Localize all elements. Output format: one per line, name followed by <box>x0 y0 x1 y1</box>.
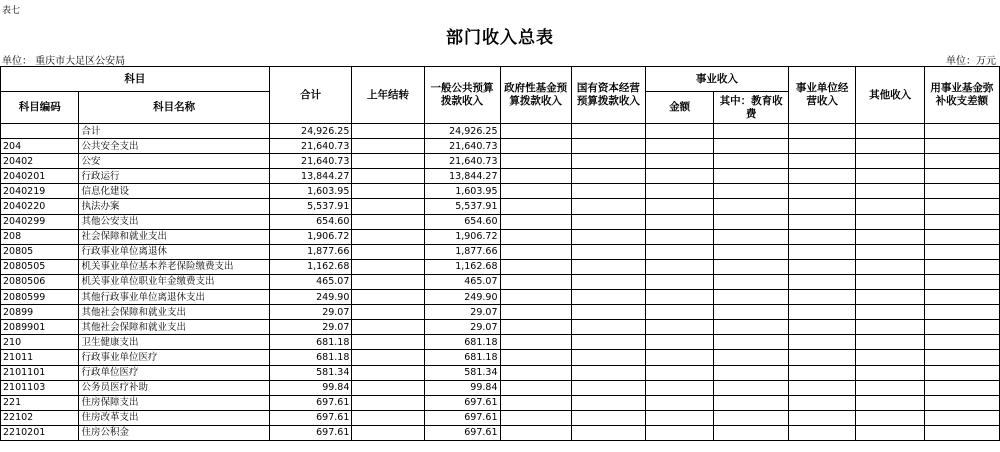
subject-code-cell: 208 <box>1 229 79 244</box>
other-income-cell <box>856 139 924 154</box>
gov-fund-cell <box>500 124 571 139</box>
table-row <box>1 154 1000 169</box>
business-amount-cell <box>645 139 713 154</box>
other-income-cell <box>856 199 924 214</box>
state-capital-cell <box>571 259 645 274</box>
carryover-cell <box>352 350 424 365</box>
business-unit-income-cell <box>788 380 855 395</box>
education-fee-cell <box>714 229 789 244</box>
carryover-cell <box>352 229 424 244</box>
general-budget-cell: 697.61 <box>424 410 500 425</box>
education-fee-cell <box>714 380 789 395</box>
fund-makeup-cell <box>924 169 999 184</box>
subject-code-cell: 2040219 <box>1 184 79 199</box>
business-amount-cell <box>645 290 713 305</box>
gov-fund-cell <box>500 305 571 320</box>
business-unit-income-cell <box>788 259 855 274</box>
business-amount-cell <box>645 229 713 244</box>
total-cell: 465.07 <box>269 274 352 289</box>
education-fee-cell <box>714 305 789 320</box>
fund-makeup-cell <box>924 335 999 350</box>
education-fee-cell <box>714 244 789 259</box>
other-income-cell <box>856 154 924 169</box>
business-amount-cell <box>645 169 713 184</box>
total-cell: 1,906.72 <box>269 229 352 244</box>
business-unit-income-cell <box>788 244 855 259</box>
business-unit-income-cell <box>788 169 855 184</box>
fund-makeup-cell <box>924 244 999 259</box>
business-amount-cell <box>645 259 713 274</box>
education-fee-cell <box>714 365 789 380</box>
table-row <box>1 395 1000 410</box>
total-cell: 1,877.66 <box>269 244 352 259</box>
subject-name-cell: 信息化建设 <box>79 184 269 199</box>
total-cell: 24,926.25 <box>269 124 352 139</box>
total-cell: 29.07 <box>269 305 352 320</box>
gov-fund-cell <box>500 290 571 305</box>
total-cell: 581.34 <box>269 365 352 380</box>
subject-code-cell: 20402 <box>1 154 79 169</box>
table-row <box>1 244 1000 259</box>
business-amount-cell <box>645 335 713 350</box>
state-capital-cell <box>571 214 645 229</box>
subject-name-cell: 其他社会保障和就业支出 <box>79 305 269 320</box>
other-income-cell <box>856 305 924 320</box>
fund-makeup-cell <box>924 124 999 139</box>
subject-code-cell: 20899 <box>1 305 79 320</box>
table-row <box>1 184 1000 199</box>
subject-code-cell: 2080506 <box>1 274 79 289</box>
subject-name-cell: 公安 <box>79 154 269 169</box>
carryover-cell <box>352 274 424 289</box>
carryover-cell <box>352 244 424 259</box>
subject-name-cell: 公务员医疗补助 <box>79 380 269 395</box>
subject-code-cell: 2080599 <box>1 290 79 305</box>
header-total: 合计 <box>269 67 352 124</box>
fund-makeup-cell <box>924 320 999 335</box>
education-fee-cell <box>714 350 789 365</box>
general-budget-cell: 1,603.95 <box>424 184 500 199</box>
general-budget-cell: 681.18 <box>424 350 500 365</box>
table-row <box>1 425 1000 440</box>
business-unit-income-cell <box>788 410 855 425</box>
subject-name-cell: 机关事业单位职业年金缴费支出 <box>79 274 269 289</box>
other-income-cell <box>856 410 924 425</box>
other-income-cell <box>856 259 924 274</box>
business-unit-income-cell <box>788 274 855 289</box>
fund-makeup-cell <box>924 184 999 199</box>
table-row <box>1 199 1000 214</box>
subject-code-cell: 2089901 <box>1 320 79 335</box>
carryover-cell <box>352 124 424 139</box>
gov-fund-cell <box>500 274 571 289</box>
fund-makeup-cell <box>924 154 999 169</box>
state-capital-cell <box>571 395 645 410</box>
state-capital-cell <box>571 274 645 289</box>
table-row <box>1 290 1000 305</box>
subject-code-cell: 2101103 <box>1 380 79 395</box>
fund-makeup-cell <box>924 410 999 425</box>
total-cell: 21,640.73 <box>269 154 352 169</box>
business-amount-cell <box>645 410 713 425</box>
total-cell: 249.90 <box>269 290 352 305</box>
state-capital-cell <box>571 169 645 184</box>
business-amount-cell <box>645 244 713 259</box>
gov-fund-cell <box>500 335 571 350</box>
carryover-cell <box>352 425 424 440</box>
business-unit-income-cell <box>788 139 855 154</box>
business-unit-income-cell <box>788 229 855 244</box>
total-cell: 654.60 <box>269 214 352 229</box>
fund-makeup-cell <box>924 274 999 289</box>
unit-currency-label: 单位：万元 <box>946 56 996 67</box>
subject-code-cell: 2040201 <box>1 169 79 184</box>
subject-code-cell: 2040299 <box>1 214 79 229</box>
other-income-cell <box>856 365 924 380</box>
total-cell: 21,640.73 <box>269 139 352 154</box>
state-capital-cell <box>571 365 645 380</box>
total-cell: 697.61 <box>269 410 352 425</box>
business-amount-cell <box>645 350 713 365</box>
subject-code-cell: 20805 <box>1 244 79 259</box>
header-business-unit-income: 事业单位经营收入 <box>788 67 855 124</box>
gov-fund-cell <box>500 154 571 169</box>
general-budget-cell: 1,877.66 <box>424 244 500 259</box>
fund-makeup-cell <box>924 425 999 440</box>
business-amount-cell <box>645 154 713 169</box>
general-budget-cell: 697.61 <box>424 425 500 440</box>
business-unit-income-cell <box>788 214 855 229</box>
state-capital-cell <box>571 229 645 244</box>
fund-makeup-cell <box>924 229 999 244</box>
subject-name-cell: 合计 <box>79 124 269 139</box>
header-state-capital: 国有资本经营预算拨款收入 <box>571 67 645 124</box>
other-income-cell <box>856 244 924 259</box>
carryover-cell <box>352 410 424 425</box>
business-unit-income-cell <box>788 184 855 199</box>
business-unit-income-cell <box>788 365 855 380</box>
header-general-budget: 一般公共预算拨款收入 <box>424 67 500 124</box>
state-capital-cell <box>571 290 645 305</box>
other-income-cell <box>856 425 924 440</box>
total-cell: 29.07 <box>269 320 352 335</box>
fund-makeup-cell <box>924 290 999 305</box>
header-education-fee: 其中：教育收费 <box>714 92 789 124</box>
general-budget-cell: 29.07 <box>424 305 500 320</box>
total-cell: 697.61 <box>269 425 352 440</box>
table-row <box>1 320 1000 335</box>
total-cell: 5,537.91 <box>269 199 352 214</box>
business-unit-income-cell <box>788 305 855 320</box>
table-row <box>1 410 1000 425</box>
total-cell: 1,162.68 <box>269 259 352 274</box>
other-income-cell <box>856 184 924 199</box>
carryover-cell <box>352 139 424 154</box>
subject-name-cell: 住房公积金 <box>79 425 269 440</box>
carryover-cell <box>352 199 424 214</box>
general-budget-cell: 5,537.91 <box>424 199 500 214</box>
state-capital-cell <box>571 335 645 350</box>
carryover-cell <box>352 305 424 320</box>
education-fee-cell <box>714 184 789 199</box>
state-capital-cell <box>571 410 645 425</box>
fund-makeup-cell <box>924 380 999 395</box>
state-capital-cell <box>571 320 645 335</box>
general-budget-cell: 24,926.25 <box>424 124 500 139</box>
gov-fund-cell <box>500 365 571 380</box>
state-capital-cell <box>571 380 645 395</box>
general-budget-cell: 29.07 <box>424 320 500 335</box>
header-subject-name: 科目名称 <box>79 92 269 124</box>
education-fee-cell <box>714 410 789 425</box>
state-capital-cell <box>571 124 645 139</box>
header-other-income: 其他收入 <box>856 67 924 124</box>
other-income-cell <box>856 320 924 335</box>
subject-name-cell: 其他公安支出 <box>79 214 269 229</box>
fund-makeup-cell <box>924 350 999 365</box>
subject-code-cell: 210 <box>1 335 79 350</box>
education-fee-cell <box>714 274 789 289</box>
subject-name-cell: 卫生健康支出 <box>79 335 269 350</box>
state-capital-cell <box>571 350 645 365</box>
table-row <box>1 274 1000 289</box>
other-income-cell <box>856 335 924 350</box>
header-carryover: 上年结转 <box>352 67 424 124</box>
general-budget-cell: 21,640.73 <box>424 154 500 169</box>
fund-makeup-cell <box>924 139 999 154</box>
table-row <box>1 229 1000 244</box>
education-fee-cell <box>714 425 789 440</box>
education-fee-cell <box>714 199 789 214</box>
gov-fund-cell <box>500 259 571 274</box>
gov-fund-cell <box>500 214 571 229</box>
business-unit-income-cell <box>788 335 855 350</box>
general-budget-cell: 13,844.27 <box>424 169 500 184</box>
general-budget-cell: 697.61 <box>424 395 500 410</box>
table-row <box>1 335 1000 350</box>
carryover-cell <box>352 214 424 229</box>
business-amount-cell <box>645 365 713 380</box>
education-fee-cell <box>714 214 789 229</box>
subject-code-cell: 221 <box>1 395 79 410</box>
education-fee-cell <box>714 320 789 335</box>
state-capital-cell <box>571 154 645 169</box>
fund-makeup-cell <box>924 259 999 274</box>
subject-name-cell: 公共安全支出 <box>79 139 269 154</box>
gov-fund-cell <box>500 139 571 154</box>
general-budget-cell: 1,906.72 <box>424 229 500 244</box>
business-amount-cell <box>645 425 713 440</box>
total-cell: 13,844.27 <box>269 169 352 184</box>
carryover-cell <box>352 290 424 305</box>
table-row <box>1 305 1000 320</box>
subject-code-cell: 21011 <box>1 350 79 365</box>
subject-code-cell: 2040220 <box>1 199 79 214</box>
carryover-cell <box>352 169 424 184</box>
general-budget-cell: 465.07 <box>424 274 500 289</box>
business-amount-cell <box>645 199 713 214</box>
business-amount-cell <box>645 305 713 320</box>
total-cell: 697.61 <box>269 395 352 410</box>
table-row <box>1 214 1000 229</box>
other-income-cell <box>856 274 924 289</box>
subject-name-cell: 行政单位医疗 <box>79 365 269 380</box>
subject-code-cell: 2101101 <box>1 365 79 380</box>
carryover-cell <box>352 154 424 169</box>
gov-fund-cell <box>500 395 571 410</box>
general-budget-cell: 249.90 <box>424 290 500 305</box>
education-fee-cell <box>714 154 789 169</box>
carryover-cell <box>352 259 424 274</box>
business-unit-income-cell <box>788 154 855 169</box>
education-fee-cell <box>714 290 789 305</box>
fund-makeup-cell <box>924 199 999 214</box>
subject-name-cell: 执法办案 <box>79 199 269 214</box>
subject-code-cell: 22102 <box>1 410 79 425</box>
business-amount-cell <box>645 395 713 410</box>
fund-makeup-cell <box>924 214 999 229</box>
subject-code-cell: 2080505 <box>1 259 79 274</box>
education-fee-cell <box>714 395 789 410</box>
header-subject-code: 科目编码 <box>1 92 79 124</box>
business-amount-cell <box>645 124 713 139</box>
table-row <box>1 365 1000 380</box>
business-amount-cell <box>645 274 713 289</box>
total-cell: 99.84 <box>269 380 352 395</box>
header-business-income: 事业收入 <box>645 67 788 92</box>
education-fee-cell <box>714 259 789 274</box>
subject-name-cell: 住房保障支出 <box>79 395 269 410</box>
business-unit-income-cell <box>788 350 855 365</box>
business-amount-cell <box>645 184 713 199</box>
other-income-cell <box>856 124 924 139</box>
sheet-label: 表七 <box>2 6 21 16</box>
gov-fund-cell <box>500 350 571 365</box>
gov-fund-cell <box>500 184 571 199</box>
gov-fund-cell <box>500 380 571 395</box>
carryover-cell <box>352 395 424 410</box>
other-income-cell <box>856 169 924 184</box>
general-budget-cell: 681.18 <box>424 335 500 350</box>
education-fee-cell <box>714 335 789 350</box>
business-unit-income-cell <box>788 395 855 410</box>
gov-fund-cell <box>500 320 571 335</box>
subject-name-cell: 其他行政事业单位离退休支出 <box>79 290 269 305</box>
subject-name-cell: 行政事业单位离退休 <box>79 244 269 259</box>
subject-name-cell: 行政运行 <box>79 169 269 184</box>
business-amount-cell <box>645 320 713 335</box>
gov-fund-cell <box>500 244 571 259</box>
business-amount-cell <box>645 214 713 229</box>
total-cell: 681.18 <box>269 350 352 365</box>
business-unit-income-cell <box>788 320 855 335</box>
subject-name-cell: 社会保障和就业支出 <box>79 229 269 244</box>
gov-fund-cell <box>500 410 571 425</box>
other-income-cell <box>856 350 924 365</box>
carryover-cell <box>352 184 424 199</box>
other-income-cell <box>856 290 924 305</box>
state-capital-cell <box>571 425 645 440</box>
education-fee-cell <box>714 124 789 139</box>
business-amount-cell <box>645 380 713 395</box>
gov-fund-cell <box>500 199 571 214</box>
business-unit-income-cell <box>788 425 855 440</box>
header-amount: 金额 <box>645 92 713 124</box>
total-cell: 1,603.95 <box>269 184 352 199</box>
other-income-cell <box>856 395 924 410</box>
table-row <box>1 169 1000 184</box>
table-row <box>1 380 1000 395</box>
state-capital-cell <box>571 184 645 199</box>
general-budget-cell: 654.60 <box>424 214 500 229</box>
general-budget-cell: 21,640.73 <box>424 139 500 154</box>
other-income-cell <box>856 229 924 244</box>
business-unit-income-cell <box>788 124 855 139</box>
education-fee-cell <box>714 139 789 154</box>
state-capital-cell <box>571 305 645 320</box>
carryover-cell <box>352 335 424 350</box>
page-title: 部门收入总表 <box>446 28 554 48</box>
table-row <box>1 139 1000 154</box>
table-row <box>1 259 1000 274</box>
subject-code-cell: 2210201 <box>1 425 79 440</box>
income-summary-table <box>0 66 1000 441</box>
subject-name-cell: 行政事业单位医疗 <box>79 350 269 365</box>
business-unit-income-cell <box>788 290 855 305</box>
subject-name-cell: 其他社会保障和就业支出 <box>79 320 269 335</box>
fund-makeup-cell <box>924 395 999 410</box>
subject-code-cell: 204 <box>1 139 79 154</box>
table-row <box>1 124 1000 139</box>
header-subject: 科目 <box>1 67 270 92</box>
carryover-cell <box>352 320 424 335</box>
subject-name-cell: 机关事业单位基本养老保险缴费支出 <box>79 259 269 274</box>
header-fund-makeup: 用事业基金弥补收支差额 <box>924 67 999 124</box>
carryover-cell <box>352 380 424 395</box>
business-unit-income-cell <box>788 199 855 214</box>
general-budget-cell: 99.84 <box>424 380 500 395</box>
other-income-cell <box>856 214 924 229</box>
total-cell: 681.18 <box>269 335 352 350</box>
state-capital-cell <box>571 139 645 154</box>
state-capital-cell <box>571 199 645 214</box>
state-capital-cell <box>571 244 645 259</box>
gov-fund-cell <box>500 425 571 440</box>
carryover-cell <box>352 365 424 380</box>
other-income-cell <box>856 380 924 395</box>
unit-org-label: 单位： 重庆市大足区公安局 <box>2 56 126 67</box>
fund-makeup-cell <box>924 365 999 380</box>
fund-makeup-cell <box>924 305 999 320</box>
header-gov-fund: 政府性基金预算拨款收入 <box>500 67 571 124</box>
subject-name-cell: 住房改革支出 <box>79 410 269 425</box>
gov-fund-cell <box>500 229 571 244</box>
education-fee-cell <box>714 169 789 184</box>
subject-code-cell <box>1 124 79 139</box>
table-row <box>1 350 1000 365</box>
general-budget-cell: 581.34 <box>424 365 500 380</box>
gov-fund-cell <box>500 169 571 184</box>
general-budget-cell: 1,162.68 <box>424 259 500 274</box>
